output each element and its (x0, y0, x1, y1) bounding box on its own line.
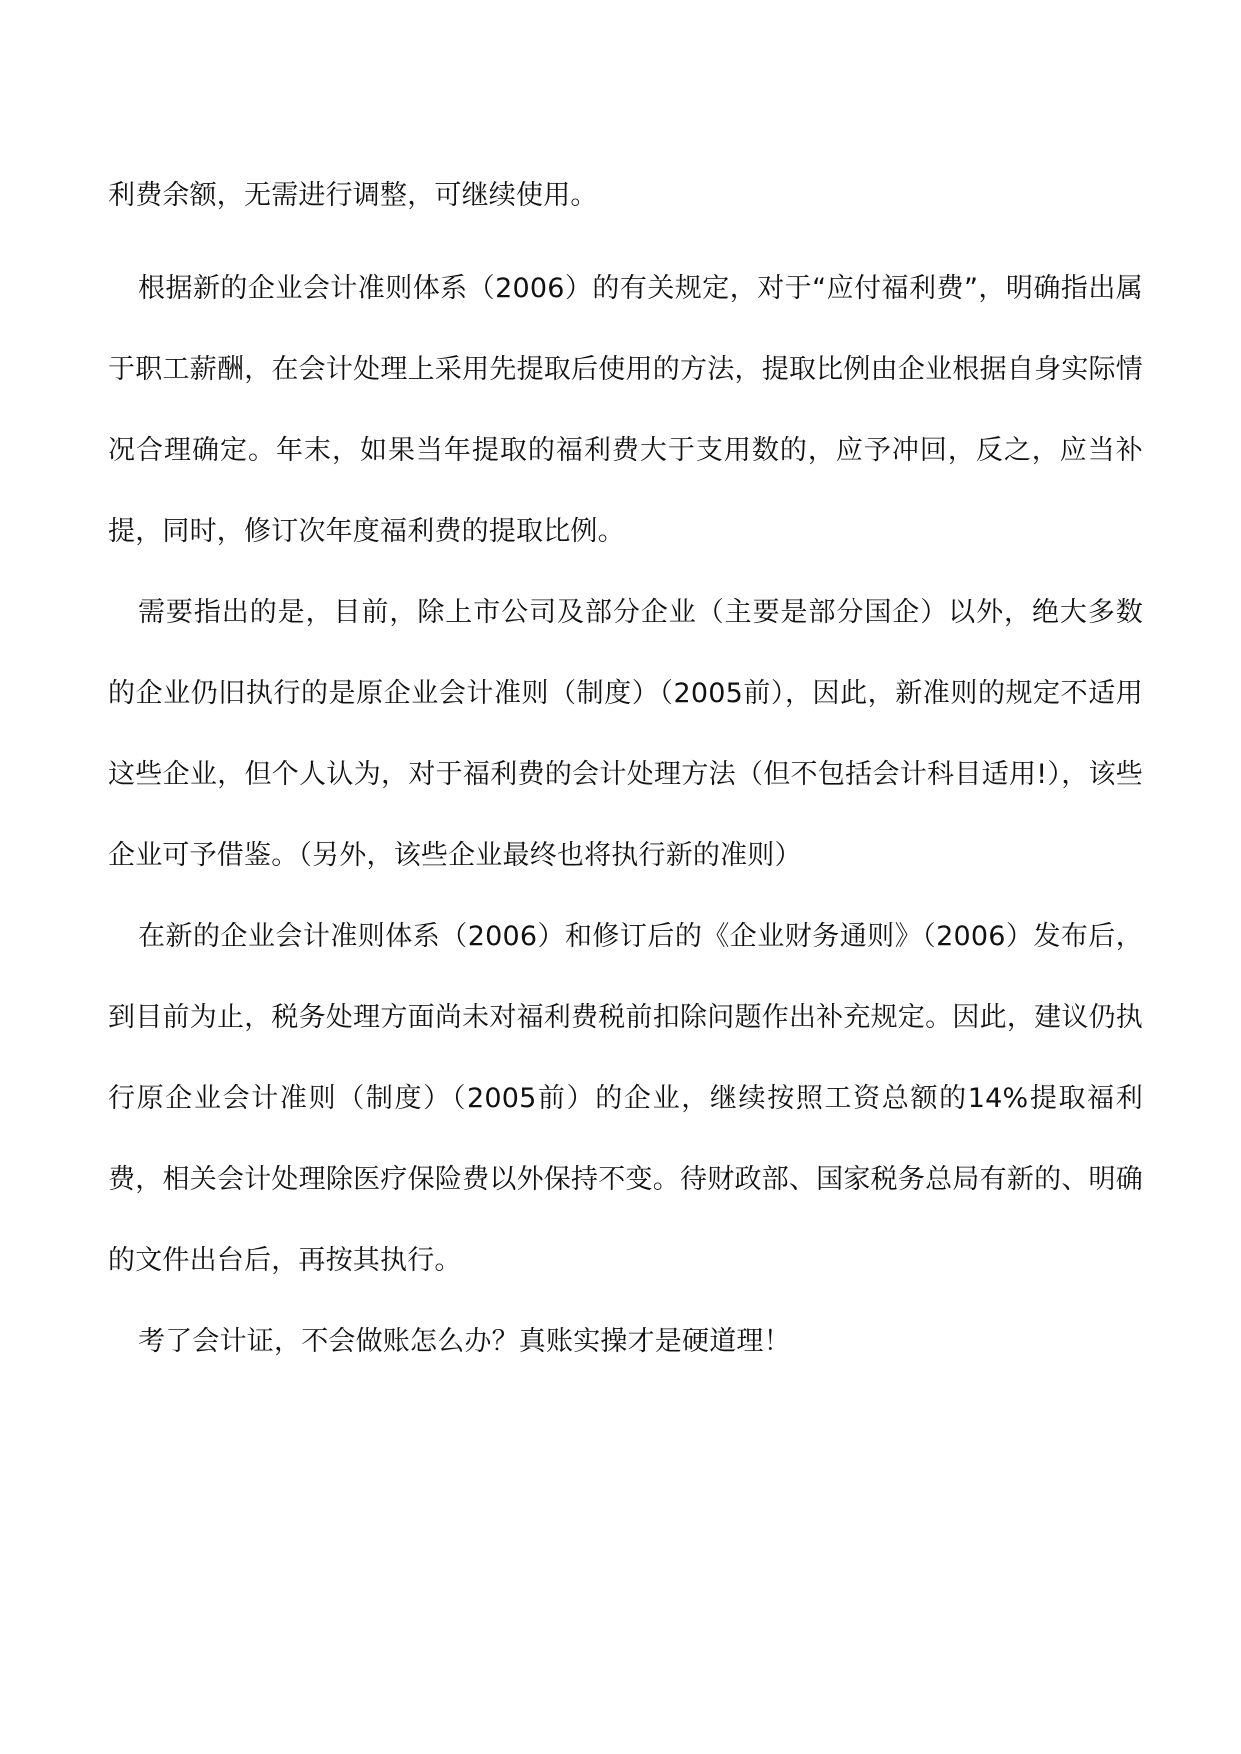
document-body (108, 168, 1143, 1382)
paragraph-1: 利费余额，无需进行调整，可继续使用。 (108, 180, 598, 211)
paragraph-5: 考了会计证，不会做账怎么办？真账实操才是硬道理！ (138, 1326, 791, 1357)
paragraph-3: 需要指出的是，目前，除上市公司及部分企业（主要是部分国企）以外，绝大多数的企业仍旧执行的是原企业会计准则（制度）（2005前），因此，新准则的规定不适用这些企业，但个人认为，对于福利费的会计处理方法（但不包括会计科目适用!），该些企业可予借鉴。（另外，该些企业最终也将执行新的准则） (108, 597, 1143, 871)
paragraph-4: 在新的企业会计准则体系（2006）和修订后的《企业财务通则》（2006）发布后，到目前为止，税务处理方面尚未对福利费税前扣除问题作出补充规定。因此，建议仍执行原企业会计准则（制度）（2005前）的企业，继续按照工资总额的14%提取福利费，相关会计处理除医疗保险费以外保持不变。待财政部、国家税务总局有新的、明确的文件出台后，再按其执行。 (108, 921, 1143, 1276)
paragraph-2: 根据新的企业会计准则体系（2006）的有关规定，对于“应付福利费”，明确指出属于职工薪酬，在会计处理上采用先提取后使用的方法，提取比例由企业根据自身实际情况合理确定。年末，如果当年提取的福利费大于支用数的，应予冲回，反之，应当补提，同时，修订次年度福利费的提取比例。 (108, 273, 1143, 547)
